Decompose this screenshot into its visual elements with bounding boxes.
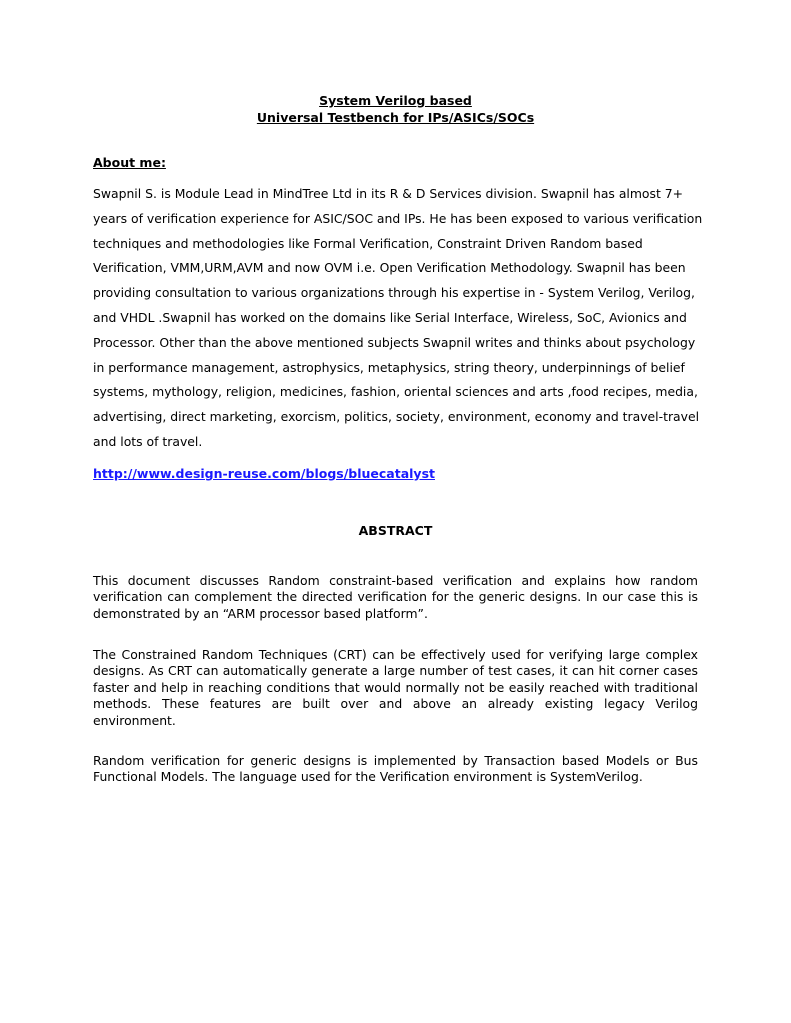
about-heading: About me: <box>93 155 166 170</box>
document-title <box>93 92 698 126</box>
about-text: Swapnil S. is Module Lead in MindTree Ltd in its R & D Services division. Swapnil has almost 7+ years of verification experience for ASIC/SOC and IPs. He has been exposed to various verification techniques and methodologies like Formal Verification, Constraint Driven Random based Verification, VMM,URM,AVM and now OVM i.e. Open Verification Methodology. Swapnil has been providing consultation to various organizations through his expertise in - System Verilog, Verilog, and VHDL .Swapnil has worked on the domains like Serial Interface, Wireless, SoC, Avionics and Processor. Other than the above mentioned subjects Swapnil writes and thinks about psychology in performance management, astrophysics, metaphysics, string theory, underpinnings of belief systems, mythology, religion, medicines, fashion, oriental sciences and arts ,food recipes, media, advertising, direct marketing, exorcism, politics, society, environment, economy and travel-travel and lots of travel. <box>93 186 703 449</box>
title-line-2: Universal Testbench for IPs/ASICs/SOCs <box>256 110 535 125</box>
blog-link[interactable]: http://www.design-reuse.com/blogs/bluecatalyst <box>93 466 435 481</box>
abstract-paragraph-1: This document discusses Random constraint-based verification and explains how random verification can complement the directed verification for the generic designs. In our case this is demonstrated by an “ARM processor based platform”. <box>93 573 698 621</box>
title-line-1: System Verilog based <box>319 93 472 108</box>
abstract-heading: ABSTRACT <box>358 523 433 538</box>
abstract-paragraph-3: Random verification for generic designs is implemented by Transaction based Models or Bus Functional Models. The language used for the Verification environment is SystemVerilog. <box>93 753 698 785</box>
abstract-paragraph-2: The Constrained Random Techniques (CRT) can be effectively used for verifying large complex designs. As CRT can automatically generate a large number of test cases, it can hit corner cases faster and help in reaching conditions that would normally not be easily reached with traditional methods. These features are built over and above an already existing legacy Verilog environment. <box>93 647 698 728</box>
